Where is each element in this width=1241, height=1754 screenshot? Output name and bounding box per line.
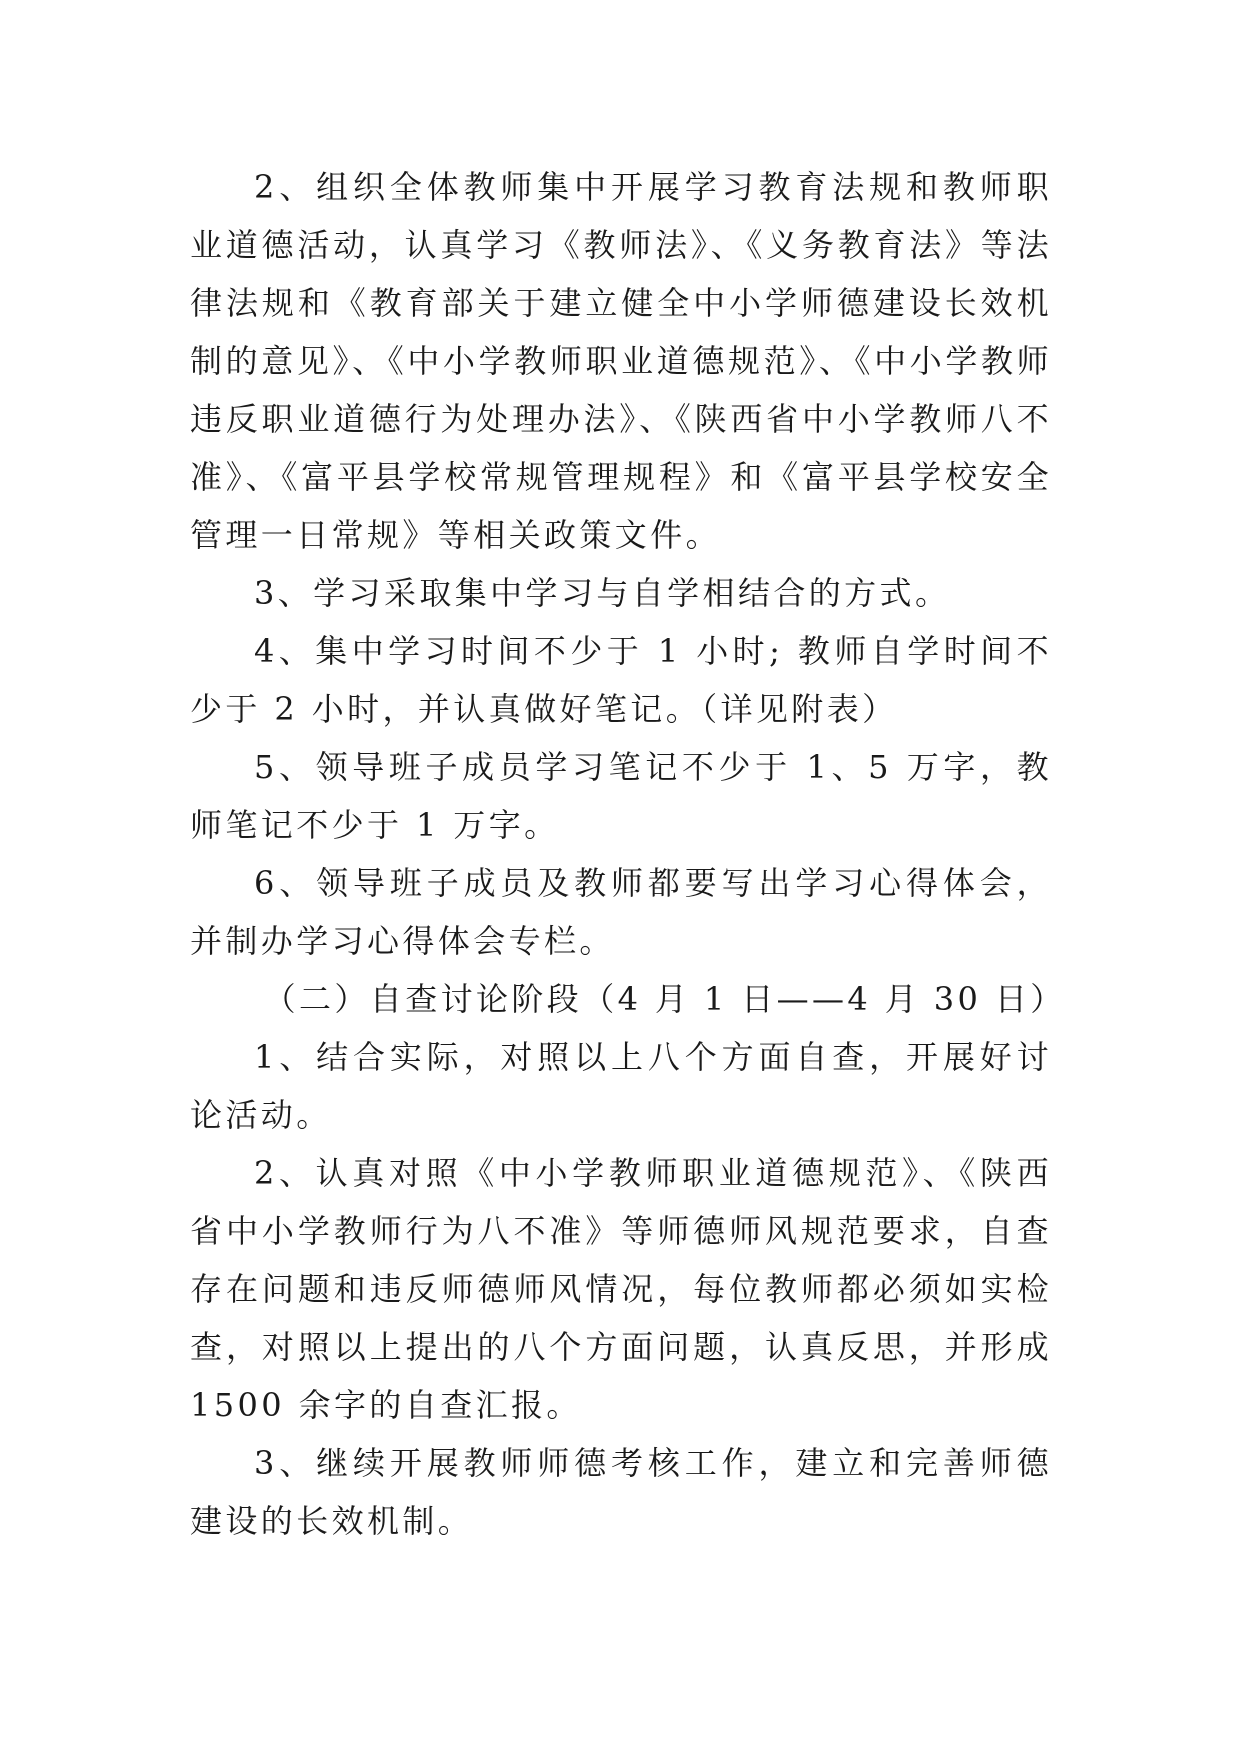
paragraph-self-check-report: 2、认真对照《中小学教师职业道德规范》、《陕西省中小学教师行为八不准》等师德师风规范要求，自查存在问题和违反师德师风情况，每位教师都必须如实检查，对照以上提出的八个方面问题，认真反思，并形成 1500 余字的自查汇报。 [190,1154,1052,1424]
document-body [190,158,1066,1550]
paragraph-self-check-discussion: 1、结合实际，对照以上八个方面自查，开展好讨论活动。 [190,1038,1052,1134]
paragraph-ethics-assessment: 3、继续开展教师师德考核工作，建立和完善师德建设的长效机制。 [190,1444,1052,1540]
paragraph-study-regulations: 2、组织全体教师集中开展学习教育法规和教师职业道德活动，认真学习《教师法》、《义务教育法》等法律法规和《教育部关于建立健全中小学师德建设长效机制的意见》、《中小学教师职业道德规范》、《中小学教师违反职业道德行为处理办法》、《陕西省中小学教师八不准》、《富平县学校常规管理规程》和《富平县学校安全管理一日常规》等相关政策文件。 [190,168,1052,554]
section-heading-self-check: （二）自查讨论阶段（4 月 1 日——4 月 30 日） [263,980,1066,1018]
paragraph-study-method: 3、学习采取集中学习与自学相结合的方式。 [254,574,951,612]
paragraph-study-time: 4、集中学习时间不少于 1 小时; 教师自学时间不少于 2 小时，并认真做好笔记。（详见附表） [190,632,1052,728]
paragraph-notes-requirement: 5、领导班子成员学习笔记不少于 1、5 万字，教师笔记不少于 1 万字。 [190,748,1052,844]
paragraph-reflection-column: 6、领导班子成员及教师都要写出学习心得体会，并制办学习心得体会专栏。 [190,864,1052,960]
